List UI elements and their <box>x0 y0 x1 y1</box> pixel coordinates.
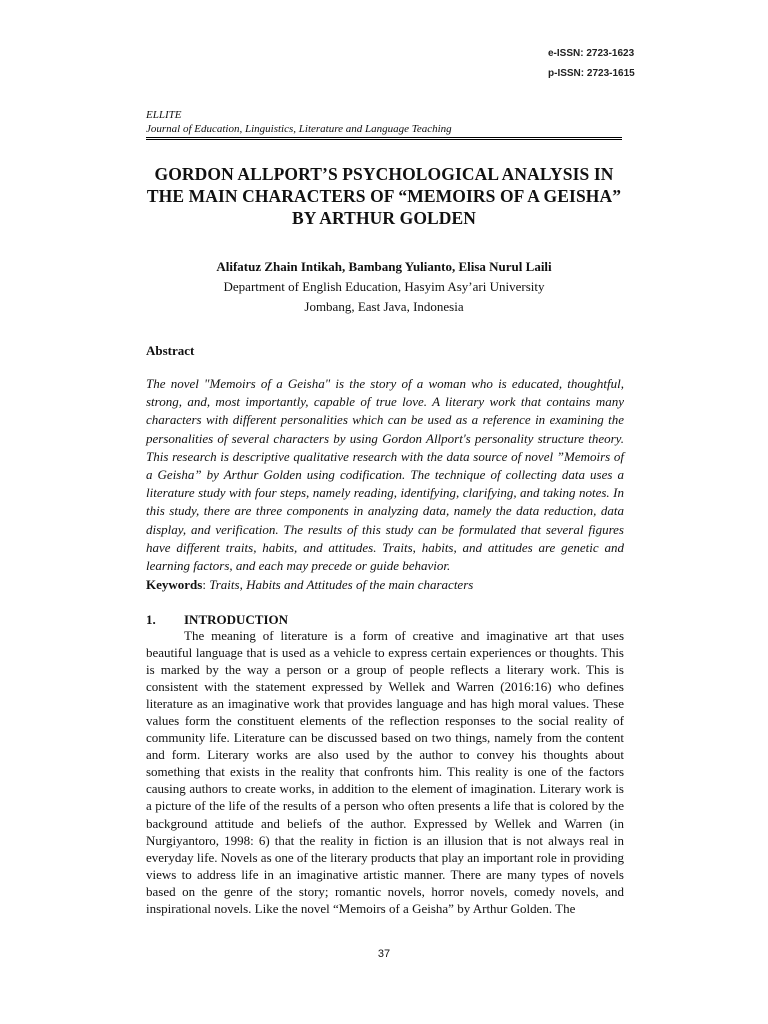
journal-header <box>146 108 622 138</box>
abstract-heading: Abstract <box>146 343 195 358</box>
author-names: Alifatuz Zhain Intikah, Bambang Yulianto, Elisa Nurul Laili <box>216 259 552 274</box>
journal-name: ELLITE <box>146 109 182 121</box>
keywords-separator: : <box>202 577 210 592</box>
issn-block <box>548 44 635 84</box>
keywords-line <box>146 576 624 594</box>
author-block <box>146 257 622 317</box>
header-double-rule <box>146 139 622 140</box>
abstract-text: The novel "Memoirs of a Geisha" is the story of a woman who is educated, thoughtful, strong, and, most importantly, capable of true love. A literary work that contains many characters with different personalities which can be used as a reference in examining the personalities of several characters by using Gordon Allport's personality structure theory. This research is descriptive qualitative research with the data source of novel ”Memoirs of a Geisha” by Arthur Golden using codification. The technique of collecting data uses a literature study with four steps, namely reading, identifying, clarifying, and taking notes. In this study, there are three components in analyzing data, namely the data reduction, data display, and verification. The results of this study can be formulated that several figures have different traits, habits, and attitudes. Traits, habits, and attitudes are genetic and learning factors, and each may precede or guide behavior. <box>146 376 624 574</box>
introduction-heading <box>146 611 288 628</box>
page-number: 37 <box>377 948 391 960</box>
eissn: e-ISSN: 2723-1623 <box>548 48 635 59</box>
section-title: INTRODUCTION <box>184 612 289 627</box>
paper-title: GORDON ALLPORT’S PSYCHOLOGICAL ANALYSIS IN THE MAIN CHARACTERS OF “MEMOIRS OF A GEISHA” BY ARTHUR GOLDEN <box>146 164 622 228</box>
author-location: Jombang, East Java, Indonesia <box>304 299 464 314</box>
author-affiliation: Department of English Education, Hasyim Asy’ari University <box>223 279 545 294</box>
keywords-text: Traits, Habits and Attitudes of the main characters <box>209 577 474 592</box>
introduction-text: The meaning of literature is a form of creative and imaginative art that uses beautiful language that is used as a vehicle to express certain experiences or thoughts. This is marked by the way a person or a group of people reflects a literary work. This is consistent with the statement expressed by Wellek and Warren (2016:16) who defines literature as an imaginative work that provides language and has high moral values. These values form the constituent elements of the reflection responses to the social reality of community life. Literature can be discussed based on two things, namely from the content and form. Literary works are also used by the author to convey his thoughts about something that exists in the reality that confronts him. This reality is one of the factors causing authors to create works, in addition to the element of imagination. Literary work is a picture of the life of the results of a person who often presents a life that is colored by the background attitude and beliefs of the author. Expressed by Wellek and Warren (in Nurgiyantoro, 1998: 6) that the reality in fiction is an illusion that is not always real in everyday life. Novels as one of the literary products that play an important role in providing views to address life in an imaginative artistic manner. There are many types of novels based on the genre of the story; romantic novels, horror novels, comedy novels, and inspirational novels. Like the novel “Memoirs of a Geisha” by Arthur Golden. The <box>146 628 624 916</box>
pissn: p-ISSN: 2723-1615 <box>548 68 635 79</box>
journal-subtitle: Journal of Education, Linguistics, Literature and Language Teaching <box>146 123 452 135</box>
keywords-label: Keywords <box>146 577 203 592</box>
section-number: 1. <box>146 612 156 627</box>
